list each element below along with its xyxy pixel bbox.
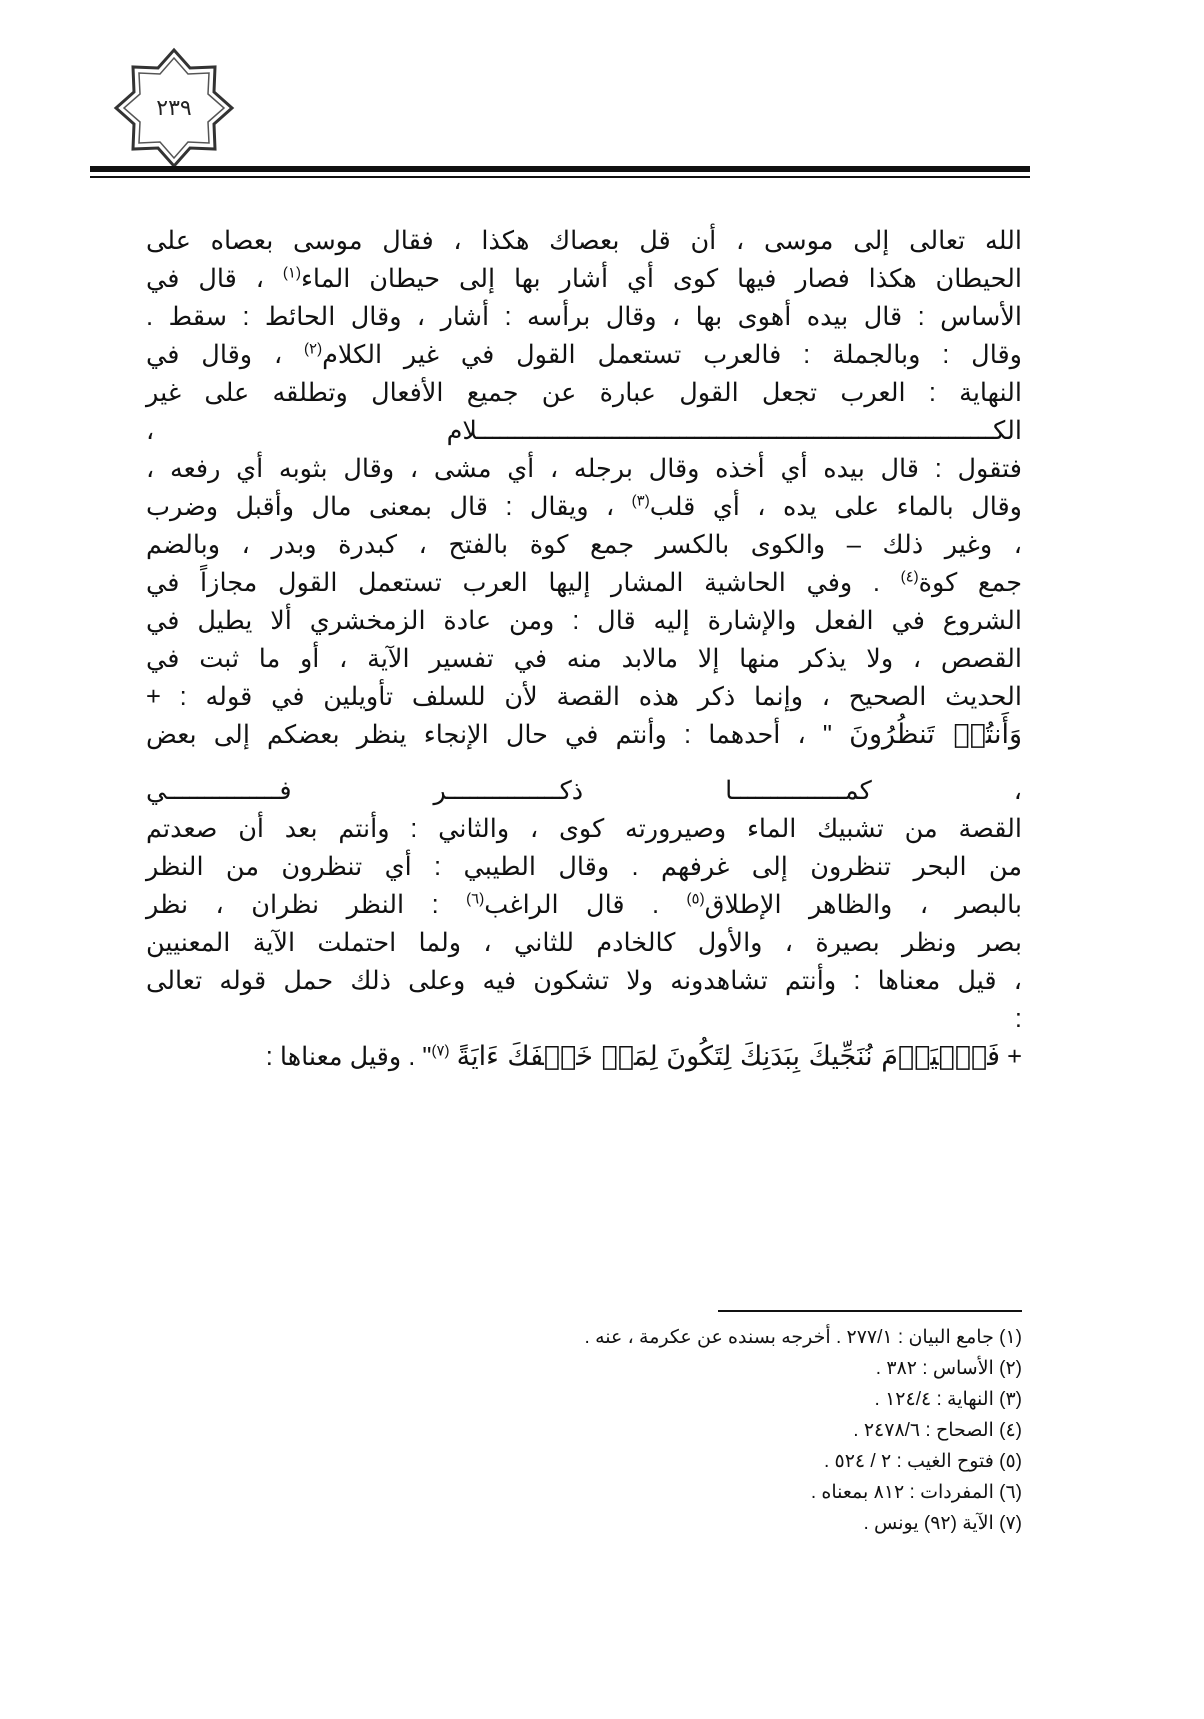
quran-verse: وَأَنتُمۡ تَنظُرُونَ — [849, 719, 1023, 750]
footnote-ref: (١) — [282, 264, 301, 282]
footnote-separator — [718, 1310, 1022, 1312]
text-line: الشروع في الفعل والإشارة إليه قال : ومن عادة الزمخشري ألا يطيل في — [146, 607, 1022, 635]
footnote: (٥) فتوح الغيب : ٢ / ٥٢٤ . — [823, 1451, 1022, 1472]
text-line: : — [1014, 1005, 1022, 1033]
header-rule-thin — [90, 176, 1030, 178]
header-rule-thick — [90, 166, 1030, 172]
main-text — [146, 222, 1022, 1076]
footnote-ref: (٣) — [631, 492, 650, 510]
text-line: فتقول : قال بيده أي أخذه وقال برجله ، أي مشى ، وقال بثوبه أي رفعه ، — [146, 455, 1022, 483]
text-line: الحيطان هكذا فصار فيها كوى أي أشار بها إلى حيطان الماء$^{(١)}$ ، قال في — [146, 264, 1022, 293]
text-line: القصة من تشبيك الماء وصيرورته كوى ، والثاني : وأنتم بعد أن صعدتم — [146, 815, 1022, 843]
text-line: الحديث الصحيح ، وإنما ذكر هذه القصة لأن للسلف تأويلين في قوله : + — [146, 683, 1022, 711]
footnote: (٤) الصحاح : ٢٤٧٨/٦ . — [853, 1420, 1022, 1441]
text-line: الكـــــــــــــــــــــــــــــــــــــــــــــــــــــــــــــــــــــلام ، — [146, 417, 1022, 445]
text-line: ، كمـــــــــــــــا ذكـــــــــــــــر فـــــــــــــــي — [146, 777, 1022, 805]
footnote-ref: (٢) — [304, 340, 323, 358]
text-line: + فَٱلۡيَوۡمَ نُنَجِّيكَ بِبَدَنِكَ لِتَكُونَ لِمَنۡ خَلۡفَكَ ءَايَةً $^{(٧)}$" . وقيل معناها : — [265, 1041, 1022, 1072]
text-line: النهاية : العرب تجعل القول عبارة عن جميع الأفعال وتطلقه على غير — [146, 379, 1022, 407]
text-line: ، قيل معناها : وأنتم تشاهدونه ولا تشكون فيه وعلى ذلك حمل قوله تعالى — [146, 967, 1022, 995]
text-line: وَأَنتُمۡ تَنظُرُونَ " ، أحدهما : وأنتم في حال الإنجاء ينظر بعضكم إلى بعض — [146, 719, 1023, 750]
text-line: جمع كوة$^{(٤)}$ . وفي الحاشية المشار إليها العرب تستعمل القول مجازاً في — [146, 568, 1022, 597]
text-line: بالبصر ، والظاهر الإطلاق$^{(٥)}$ . قال الراغب$^{(٦)}$ : النظر نظران ، نظر — [146, 890, 1023, 919]
text-line: القصص ، ولا يذكر منها إلا مالابد منه في تفسير الآية ، أو ما ثبت في — [146, 645, 1022, 673]
footnotes — [440, 1322, 1022, 1539]
footnote: (٧) الآية (٩٢) يونس . — [863, 1513, 1022, 1534]
text-line: من البحر تنظرون إلى غرفهم . وقال الطيبي : أي تنظرون من النظر — [146, 853, 1022, 881]
text-line: ، وغير ذلك – والكوى بالكسر جمع كوة بالفتح ، كبدرة وبدر ، وبالضم — [146, 531, 1022, 559]
text-line: وقال : وبالجملة : فالعرب تستعمل القول في غير الكلام$^{(٢)}$ ، وقال في — [146, 340, 1022, 369]
footnote: (٦) المفردات : ٨١٢ بمعناه . — [810, 1482, 1022, 1503]
page-number-badge — [110, 44, 238, 172]
footnote-ref: (٦) — [466, 890, 485, 908]
footnote: (١) جامع البيان : ٢٧٧/١ . أخرجه بسنده عن عكرمة ، عنه . — [584, 1327, 1022, 1348]
text-line: وقال بالماء على يده ، أي قلب$^{(٣)}$ ، ويقال : قال بمعنى مال وأقبل وضرب — [146, 492, 1022, 521]
footnote-ref: (٤) — [900, 568, 919, 586]
text-line: بصر ونظر بصيرة ، والأول كالخادم للثاني ، ولما احتملت الآية المعنيين — [146, 929, 1022, 957]
page-number: ٢٣٩ — [156, 95, 192, 121]
footnote: (٢) الأساس : ٣٨٢ . — [875, 1358, 1022, 1379]
footnote-ref: (٥) — [686, 890, 705, 908]
text-line: الله تعالى إلى موسى ، أن قل بعصاك هكذا ، فقال موسى بعصاه على — [146, 227, 1022, 255]
quran-verse: فَٱلۡيَوۡمَ نُنَجِّيكَ بِبَدَنِكَ لِتَكُونَ لِمَنۡ خَلۡفَكَ ءَايَةً — [456, 1041, 1000, 1072]
footnote-ref: (٧) — [431, 1042, 450, 1060]
footnote: (٣) النهاية : ١٢٤/٤ . — [874, 1389, 1022, 1410]
text-line: الأساس : قال بيده أهوى بها ، وقال برأسه : أشار ، وقال الحائط : سقط . — [146, 303, 1022, 331]
